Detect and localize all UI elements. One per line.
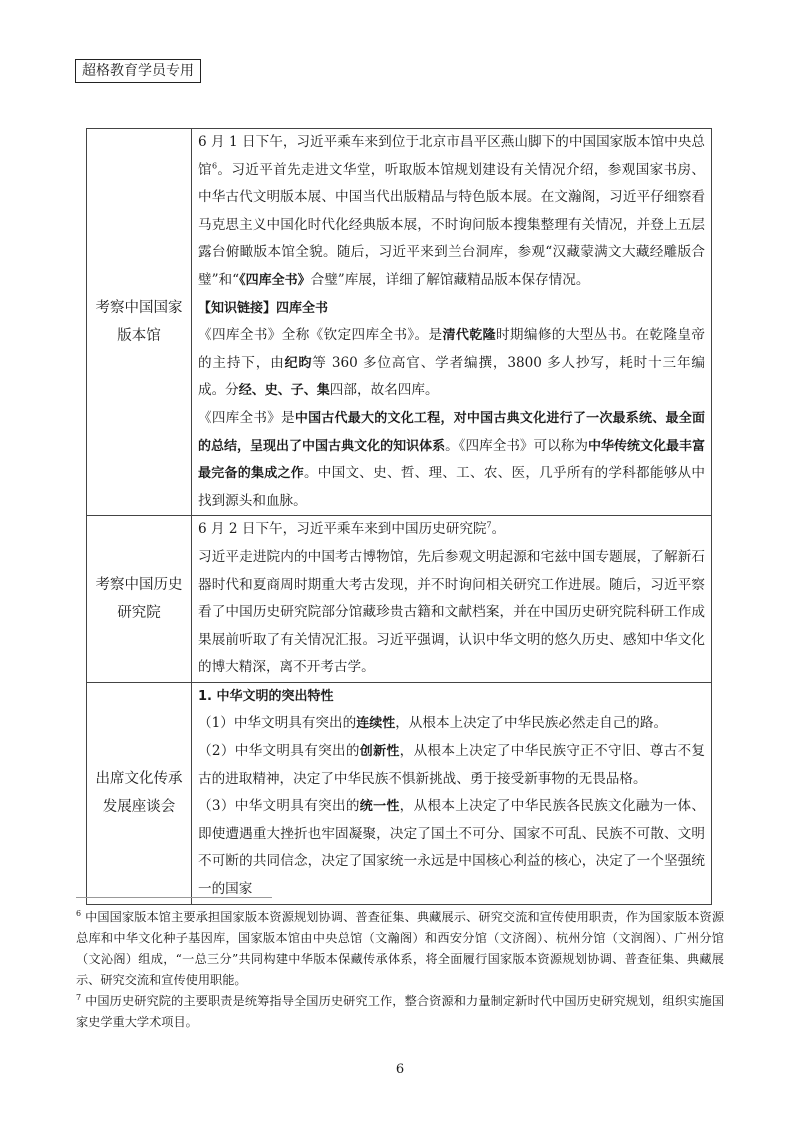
list-item: （3）中华文明具有突出的统一性，从根本上决定了中华民族各民族文化融为一体、即使遭遇重大挫折也牢固凝聚，决定了国土不可分、国家不可乱、民族不可散、文明不可断的共同信念，决定了国家统一永远是中国核心利益的核心，决定了一个坚强统一的国家 bbox=[198, 798, 705, 898]
list-item: （2）中华文明具有突出的创新性，从根本上决定了中华民族守正不守旧、尊古不复古的进取精神，决定了中华民族不惧新挑战、勇于接受新事物的无畏品格。 bbox=[198, 743, 705, 787]
paragraph: 《四库全书》全称《钦定四库全书》。是清代乾隆时期编修的大型丛书。在乾隆皇帝的主持下，由纪昀等 360 多位高官、学者编撰，3800 多人抄写，耗时十三年编成。分经、史、子、集四部，故名四库。 bbox=[198, 327, 705, 399]
footnote-divider bbox=[76, 897, 272, 898]
table-row bbox=[87, 682, 712, 904]
table-row bbox=[87, 516, 712, 683]
footnote-ref[interactable]: 7 bbox=[486, 520, 492, 530]
paragraph: 《四库全书》是中国古代最大的文化工程，对中国古典文化进行了一次最系统、最全面的总结，呈现出了中国古典文化的知识体系。《四库全书》可以称为中华传统文化最丰富最完备的集成之作。中国文、史、哲、理、工、农、医，几乎所有的学科都能够从中找到源头和血脉。 bbox=[198, 409, 705, 509]
paragraph: 6 月 1 日下午，习近平乘车来到位于北京市昌平区燕山脚下的中国国家版本馆中央总馆$^6$。习近平首先走进文华堂，听取版本馆规划建设有关情况介绍，参观国家书房、中华古代文明版本展、中国当代出版精品与特色版本展。在文瀚阁，习近平仔细察看马克思主义中国化时代化经典版本展，不时询问版本搜集整理有关情况，并登上五层露台俯瞰版本馆全貌。随后，习近平来到兰台洞库，参观“汉藏蒙满文大藏经雕版合璧”和“《四库全书》合璧”库展，详细了解馆藏精品版本保存情况。 bbox=[198, 134, 706, 288]
footnotes bbox=[76, 907, 724, 1033]
knowledge-link-title: 【知识链接】四库全书 bbox=[198, 300, 329, 316]
footnote: $^7$ 中国历史研究院的主要职责是统筹指导全国历史研究工作，整合资源和力量制定新时代中国历史研究规划，组织实施国家史学重大学术项目。 bbox=[76, 992, 725, 1029]
footnote-mark: 6 bbox=[76, 908, 82, 918]
row-content bbox=[192, 129, 712, 516]
row-label: 出席文化传承发展座谈会 bbox=[87, 682, 192, 904]
row-content bbox=[192, 516, 712, 683]
row-label: 考察中国国家版本馆 bbox=[87, 129, 192, 516]
footnote-ref[interactable]: 6 bbox=[211, 161, 218, 171]
page-number: 6 bbox=[395, 1062, 405, 1077]
footnote-mark: 7 bbox=[76, 992, 82, 1002]
paragraph: 习近平走进院内的中国考古博物馆，先后参观文明起源和宅兹中国专题展，了解新石器时代和夏商周时期重大考古发现，并不时询问相关研究工作进展。随后，习近平察看了中国历史研究院部分馆藏珍贵古籍和文献档案，并在中国历史研究院科研工作成果展前听取了有关情况汇报。习近平强调，认识中华文明的悠久历史、感知中华文化的博大精深，离不开考古学。 bbox=[198, 548, 705, 676]
list-item: （1）中华文明具有突出的连续性，从根本上决定了中华民族必然走自己的路。 bbox=[198, 715, 668, 732]
content-table bbox=[86, 128, 712, 905]
footnote: $^6$ 中国国家版本馆主要承担国家版本资源规划协调、普查征集、典藏展示、研究交流和宣传使用职责，作为国家版本资源总库和中华文化种子基因库，国家版本馆由中央总馆（文瀚阁）和西安分馆（文济阁）、杭州分馆（文润阁）、广州分馆（文沁阁）组成，“一总三分”共同构建中华版本保藏传承体系，将全面履行国家版本资源规划协调、普查征集、典藏展示、研究交流和宣传使用职能。 bbox=[76, 908, 725, 987]
row-label: 考察中国历史研究院 bbox=[87, 516, 192, 683]
header-label: 超格教育学员专用 bbox=[75, 59, 201, 83]
row-content bbox=[192, 682, 712, 904]
section-title: 1. 中华文明的突出特性 bbox=[198, 688, 334, 704]
table-row bbox=[87, 129, 712, 516]
paragraph: 6 月 2 日下午，习近平乘车来到中国历史研究院$^7$。 bbox=[198, 520, 506, 538]
